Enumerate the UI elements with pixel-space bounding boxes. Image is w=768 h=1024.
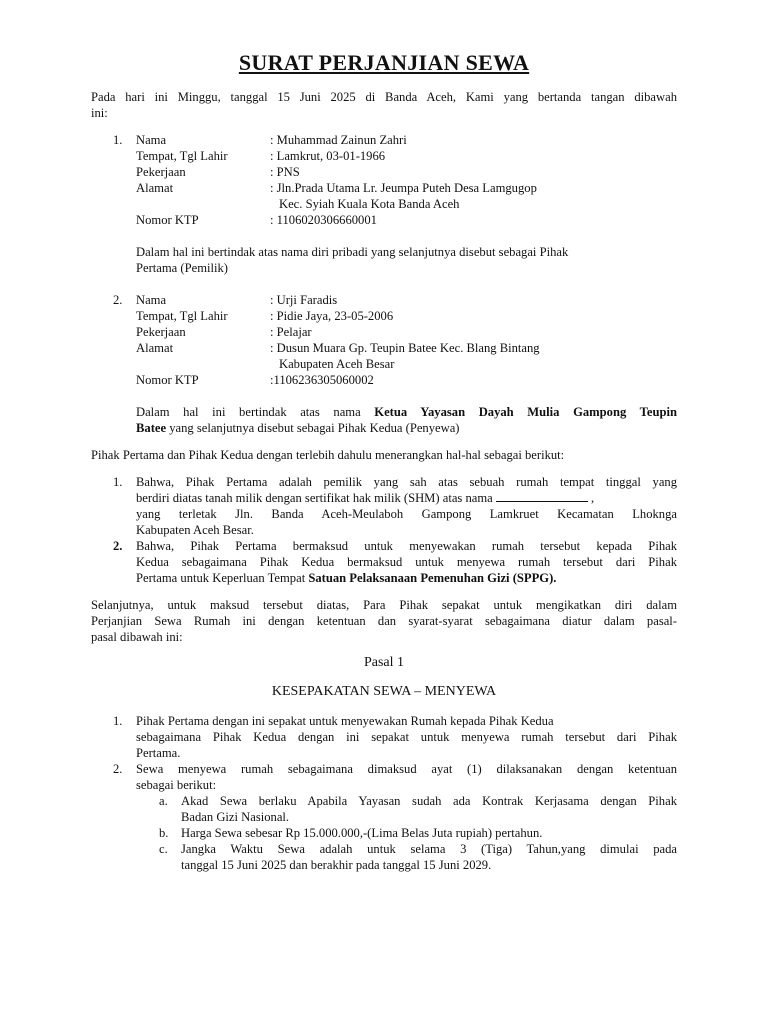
label-pekerjaan: Pekerjaan	[136, 165, 186, 179]
party1-nama: : Muhammad Zainun Zahri	[270, 133, 407, 147]
label-nama: Nama	[136, 293, 167, 307]
party2-ttl: : Pidie Jaya, 23-05-2006	[270, 309, 394, 323]
pasal-item-2-number: 2.	[113, 762, 123, 776]
closing-line-3: pasal dibawah ini:	[91, 630, 183, 644]
opening-line-1: Pada hari ini Minggu, tanggal 15 Juni 2025 di Banda Aceh, Kami yang bertanda tangan dibawah	[91, 90, 677, 104]
recital-1-line-2: berdiri diatas tanah milik dengan sertifikat hak milik (SHM) atas nama ,	[136, 491, 595, 505]
party1-statement-line-1: Dalam hal ini bertindak atas nama diri pribadi yang selanjutnya disebut sebagai Pihak	[136, 245, 569, 259]
sub-item-c-line-2: tanggal 15 Juni 2025 dan berakhir pada tanggal 15 Juni 2029.	[181, 858, 492, 872]
label-ttl: Tempat, Tgl Lahir	[136, 309, 228, 323]
sub-item-a-letter: a.	[159, 794, 168, 808]
party2-alamat-line-2: Kabupaten Aceh Besar	[279, 357, 395, 371]
label-pekerjaan: Pekerjaan	[136, 325, 186, 339]
opening-line-2: ini:	[91, 106, 108, 120]
pasal-item-1-number: 1.	[113, 714, 123, 728]
pasal-title: KESEPAKATAN SEWA – MENYEWA	[271, 684, 497, 699]
recital-2-number: 2.	[113, 539, 123, 553]
label-ktp: Nomor KTP	[136, 373, 199, 387]
recital-1-number: 1.	[113, 475, 123, 489]
party1-alamat-line-1: : Jln.Prada Utama Lr. Jeumpa Puteh Desa Lamgugop	[270, 181, 537, 195]
party2-ktp: :1106236305060002	[270, 373, 374, 387]
pasal-item-1-line-3: Pertama.	[136, 746, 181, 760]
document-title: SURAT PERJANJIAN SEWA	[238, 50, 530, 75]
party2-pekerjaan: : Pelajar	[270, 325, 312, 339]
party2-alamat-line-1: : Dusun Muara Gp. Teupin Batee Kec. Blang Bintang	[270, 341, 540, 355]
sub-item-c-line-1: Jangka Waktu Sewa adalah untuk selama 3 (Tiga) Tahun,yang dimulai pada	[181, 842, 677, 856]
party1-ktp: : 1106020306660001	[270, 213, 377, 227]
party2-statement-line-1: Dalam hal ini bertindak atas nama Ketua Yayasan Dayah Mulia Gampong Teupin	[136, 405, 677, 419]
sub-item-a-line-1: Akad Sewa berlaku Apabila Yayasan sudah ada Kontrak Kerjasama dengan Pihak	[181, 794, 677, 808]
recital-1-line-4: Kabupaten Aceh Besar.	[136, 523, 254, 537]
party1-alamat-line-2: Kec. Syiah Kuala Kota Banda Aceh	[279, 197, 460, 211]
label-alamat: Alamat	[136, 341, 174, 355]
intro-recitals: Pihak Pertama dan Pihak Kedua dengan terlebih dahulu menerangkan hal-hal sebagai berikut:	[91, 448, 565, 462]
pasal-item-2-line-2: sebagai berikut:	[136, 778, 217, 792]
pasal-item-1-line-1: Pihak Pertama dengan ini sepakat untuk menyewakan Rumah kepada Pihak Kedua	[136, 714, 554, 728]
recital-1-line-1: Bahwa, Pihak Pertama adalah pemilik yang sah atas sebuah rumah tempat tinggal yang	[136, 475, 677, 489]
party1-statement-line-2: Pertama (Pemilik)	[136, 261, 228, 275]
closing-line-1: Selanjutnya, untuk maksud tersebut diatas, Para Pihak sepakat untuk mengikatkan diri dalam	[91, 598, 677, 612]
party2-number: 2.	[113, 293, 123, 307]
party1-ttl: : Lamkrut, 03-01-1966	[270, 149, 386, 163]
pasal-number: Pasal 1	[363, 655, 405, 670]
sub-item-a-line-2: Badan Gizi Nasional.	[181, 810, 290, 824]
party2-statement-line-2: Batee yang selanjutnya disebut sebagai Pihak Kedua (Penyewa)	[136, 421, 460, 435]
pasal-item-2-line-1: Sewa menyewa rumah sebagaimana dimaksud ayat (1) dilaksanakan dengan ketentuan	[136, 762, 677, 776]
label-ktp: Nomor KTP	[136, 213, 199, 227]
label-nama: Nama	[136, 133, 167, 147]
pasal-item-1-line-2: sebagaimana Pihak Kedua dengan ini sepakat untuk menyewa rumah tersebut dari Pihak	[136, 730, 677, 744]
recital-2-line-3: Pertama untuk Keperluan Tempat Satuan Pelaksanaan Pemenuhan Gizi (SPPG).	[136, 571, 557, 585]
recital-2-line-2: Kedua sebagaimana Pihak Kedua bermaksud untuk menyewa rumah tersebut dari Pihak	[136, 555, 677, 569]
label-ttl: Tempat, Tgl Lahir	[136, 149, 228, 163]
recital-1-line-3: yang terletak Jln. Banda Aceh-Meulaboh Gampong Lamkruet Kecamatan Lhoknga	[136, 507, 677, 521]
label-alamat: Alamat	[136, 181, 174, 195]
closing-line-2: Perjanjian Sewa Rumah ini dengan ketentuan dan syarat-syarat sebagaimana diatur dalam pasal-	[91, 614, 677, 628]
recital-2-line-1: Bahwa, Pihak Pertama bermaksud untuk menyewakan rumah tersebut kepada Pihak	[136, 539, 677, 553]
sub-item-c-letter: c.	[159, 842, 168, 856]
owner-name-blank	[496, 491, 588, 502]
sub-item-b-letter: b.	[159, 826, 169, 840]
sub-item-b-line-1: Harga Sewa sebesar Rp 15.000.000,-(Lima Belas Juta rupiah) pertahun.	[181, 826, 543, 840]
party1-pekerjaan: : PNS	[270, 165, 300, 179]
party2-nama: : Urji Faradis	[270, 293, 338, 307]
party1-number: 1.	[113, 133, 123, 147]
